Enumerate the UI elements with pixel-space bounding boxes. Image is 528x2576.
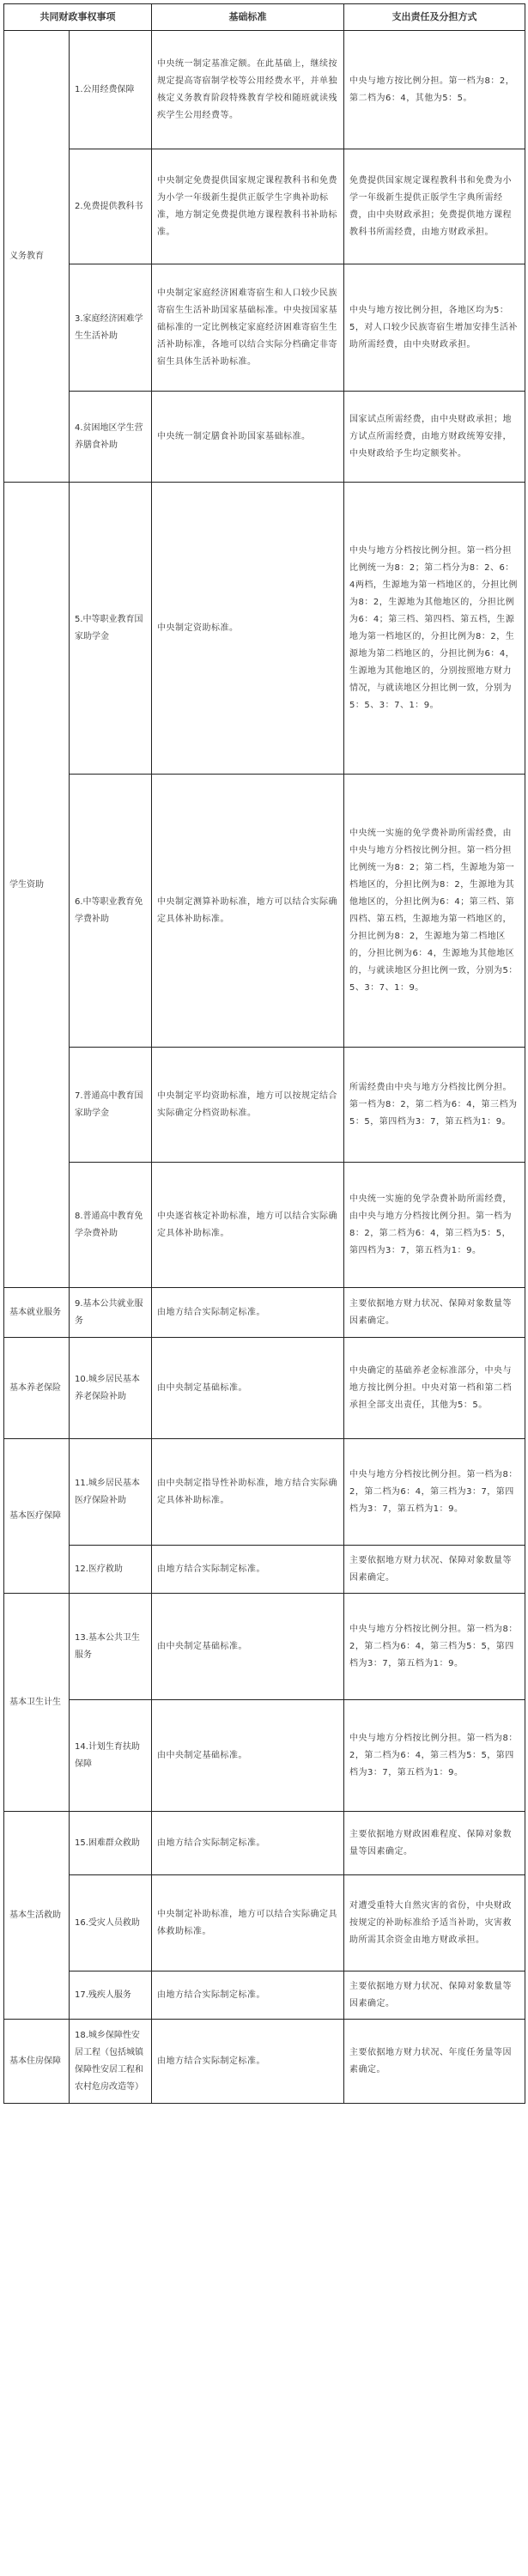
table-row — [4, 1546, 525, 1594]
table-row — [4, 264, 525, 392]
category-cell: 学生资助 — [4, 483, 70, 1288]
table-row — [4, 1594, 525, 1700]
share-cell: 主要依据地方财力状况、保障对象数量等因素确定。 — [344, 1971, 525, 2020]
share-cell: 中央与地方按比例分担，各地区均为5：5，对人口较少民族寄宿生增加安排生活补助所需经费，由中央财政承担。 — [344, 264, 525, 392]
basis-cell: 由地方结合实际制定标准。 — [152, 2020, 344, 2104]
item-cell: 8.普通高中教育免学杂费补助 — [70, 1163, 152, 1288]
share-cell: 主要依据地方财力状况、保障对象数量等因素确定。 — [344, 1288, 525, 1338]
basis-cell: 由地方结合实际制定标准。 — [152, 1288, 344, 1338]
basis-cell: 由地方结合实际制定标准。 — [152, 1971, 344, 2020]
share-cell: 对遭受重特大自然灾害的省份，中央财政按规定的补助标准给予适当补助，灾害救助所需其余资金由地方财政承担。 — [344, 1875, 525, 1971]
table-row — [4, 1288, 525, 1338]
basis-cell: 中央制定资助标准。 — [152, 483, 344, 775]
basis-cell: 中央统一制定膳食补助国家基础标准。 — [152, 392, 344, 483]
share-cell: 中央与地方分档按比例分担。第一档为8：2，第二档为6：4，第三档为5：5，第四档为3：7，第五档为1：9。 — [344, 1700, 525, 1812]
share-cell: 中央与地方分档按比例分担。第一档为8：2，第二档为6：4，第三档为5：5，第四档为3：7，第五档为1：9。 — [344, 1594, 525, 1700]
share-cell: 中央确定的基础养老金标准部分，中央与地方按比例分担。中央对第一档和第二档承担全部支出责任，其他为5：5。 — [344, 1338, 525, 1439]
table-row — [4, 1439, 525, 1546]
category-cell: 基本卫生计生 — [4, 1594, 70, 1812]
table-row — [4, 1812, 525, 1875]
share-cell: 主要依据地方财力状况、保障对象数量等因素确定。 — [344, 1546, 525, 1594]
item-cell: 7.普通高中教育国家助学金 — [70, 1048, 152, 1163]
table-row — [4, 1971, 525, 2020]
table-row — [4, 1163, 525, 1288]
item-cell: 17.残疾人服务 — [70, 1971, 152, 2020]
category-cell: 基本医疗保障 — [4, 1439, 70, 1594]
item-cell: 14.计划生育扶助保障 — [70, 1700, 152, 1812]
share-cell: 免费提供国家规定课程教科书和免费为小学一年级新生提供正版学生字典所需经费，由中央财政承担；免费提供地方课程教科书所需经费，由地方财政承担。 — [344, 149, 525, 264]
share-cell: 主要依据地方财力状况、年度任务量等因素确定。 — [344, 2020, 525, 2104]
item-cell: 3.家庭经济困难学生生活补助 — [70, 264, 152, 392]
item-cell: 15.困难群众救助 — [70, 1812, 152, 1875]
table-header-row — [4, 4, 525, 31]
table-row — [4, 1700, 525, 1812]
basis-cell: 中央制定免费提供国家规定课程教科书和免费为小学一年级新生提供正版学生字典补助标准，地方制定免费提供地方课程教科书补助标准。 — [152, 149, 344, 264]
basis-cell: 中央制定测算补助标准，地方可以结合实际确定具体补助标准。 — [152, 775, 344, 1048]
basis-cell: 中央制定家庭经济困难寄宿生和人口较少民族寄宿生生活补助国家基础标准。中央按国家基础标准的一定比例核定家庭经济困难寄宿生生活补助标准，各地可以结合实际分档确定非寄宿生具体生活补助标准。 — [152, 264, 344, 392]
item-cell: 1.公用经费保障 — [70, 31, 152, 149]
item-cell: 18.城乡保障性安居工程（包括城镇保障性安居工程和农村危房改造等） — [70, 2020, 152, 2104]
basis-cell: 由中央制定基础标准。 — [152, 1700, 344, 1812]
table-row — [4, 149, 525, 264]
table-row — [4, 1338, 525, 1439]
item-cell: 13.基本公共卫生服务 — [70, 1594, 152, 1700]
category-cell: 基本养老保险 — [4, 1338, 70, 1439]
table-row — [4, 775, 525, 1048]
share-cell: 中央与地方按比例分担。第一档为8：2，第二档为6：4，其他为5：5。 — [344, 31, 525, 149]
header-share: 支出责任及分担方式 — [344, 4, 525, 31]
item-cell: 11.城乡居民基本医疗保险补助 — [70, 1439, 152, 1546]
category-cell: 义务教育 — [4, 31, 70, 483]
table-row — [4, 2020, 525, 2104]
fiscal-responsibility-table — [3, 3, 525, 2104]
item-cell: 2.免费提供教科书 — [70, 149, 152, 264]
header-basis: 基础标准 — [152, 4, 344, 31]
item-cell: 5.中等职业教育国家助学金 — [70, 483, 152, 775]
table-row — [4, 31, 525, 149]
item-cell: 10.城乡居民基本养老保险补助 — [70, 1338, 152, 1439]
table-row — [4, 1048, 525, 1163]
share-cell: 国家试点所需经费，由中央财政承担；地方试点所需经费，由地方财政统筹安排，中央财政给予生均定额奖补。 — [344, 392, 525, 483]
category-cell: 基本生活救助 — [4, 1812, 70, 2020]
share-cell: 中央统一实施的免学杂费补助所需经费，由中央与地方分档按比例分担。第一档为8：2，第二档为6：4，第三档为5：5，第四档为3：7，第五档为1：9。 — [344, 1163, 525, 1288]
item-cell: 6.中等职业教育免学费补助 — [70, 775, 152, 1048]
basis-cell: 中央制定补助标准，地方可以结合实际确定具体救助标准。 — [152, 1875, 344, 1971]
category-cell: 基本住房保障 — [4, 2020, 70, 2104]
item-cell: 4.贫困地区学生营养膳食补助 — [70, 392, 152, 483]
basis-cell: 由中央制定基础标准。 — [152, 1594, 344, 1700]
basis-cell: 由中央制定指导性补助标准，地方结合实际确定具体补助标准。 — [152, 1439, 344, 1546]
basis-cell: 由地方结合实际制定标准。 — [152, 1546, 344, 1594]
header-category: 共同财政事权事项 — [4, 4, 152, 31]
category-cell: 基本就业服务 — [4, 1288, 70, 1338]
item-cell: 16.受灾人员救助 — [70, 1875, 152, 1971]
basis-cell: 由地方结合实际制定标准。 — [152, 1812, 344, 1875]
basis-cell: 中央逐省核定补助标准，地方可以结合实际确定具体补助标准。 — [152, 1163, 344, 1288]
share-cell: 主要依据地方财政困难程度、保障对象数量等因素确定。 — [344, 1812, 525, 1875]
table-row — [4, 392, 525, 483]
share-cell: 中央统一实施的免学费补助所需经费，由中央与地方分档按比例分担。第一档分担比例统一为8：2；第二档，生源地为第一档地区的，分担比例为8：2，生源地为其他地区的，分担比例为6：4；第三档、第四档、第五档，生源地为第一档地区的，分担比例为8：2，生源地为第二档地区的，分担比例为6：4，生源地为其他地区的，与就读地区分担比例一致，分别为5：5、3：7、1：9。 — [344, 775, 525, 1048]
share-cell: 中央与地方分档按比例分担。第一档分担比例统一为8：2；第二档分为8：2、6：4两档，生源地为第一档地区的，分担比例为8：2，生源地为其他地区的，分担比例为6：4；第三档、第四档、第五档，生源地为第一档地区的，分担比例为8：2，生源地为第二档地区的，分担比例为6：4，生源地为其他地区的，分别按照地方财力情况，与就读地区分担比例一致，分别为5：5、3：7、1：9。 — [344, 483, 525, 775]
table-row — [4, 483, 525, 775]
item-cell: 9.基本公共就业服务 — [70, 1288, 152, 1338]
basis-cell: 由中央制定基础标准。 — [152, 1338, 344, 1439]
basis-cell: 中央统一制定基准定额。在此基础上，继续按规定提高寄宿制学校等公用经费水平，并单独核定义务教育阶段特殊教育学校和随班就读残疾学生公用经费等。 — [152, 31, 344, 149]
share-cell: 所需经费由中央与地方分档按比例分担。第一档为8：2，第二档为6：4，第三档为5：5，第四档为3：7，第五档为1：9。 — [344, 1048, 525, 1163]
share-cell: 中央与地方分档按比例分担。第一档为8：2，第二档为6：4，第三档为3：7，第四档为3：7，第五档为1：9。 — [344, 1439, 525, 1546]
table-row — [4, 1875, 525, 1971]
basis-cell: 中央制定平均资助标准，地方可以按规定结合实际确定分档资助标准。 — [152, 1048, 344, 1163]
item-cell: 12.医疗救助 — [70, 1546, 152, 1594]
